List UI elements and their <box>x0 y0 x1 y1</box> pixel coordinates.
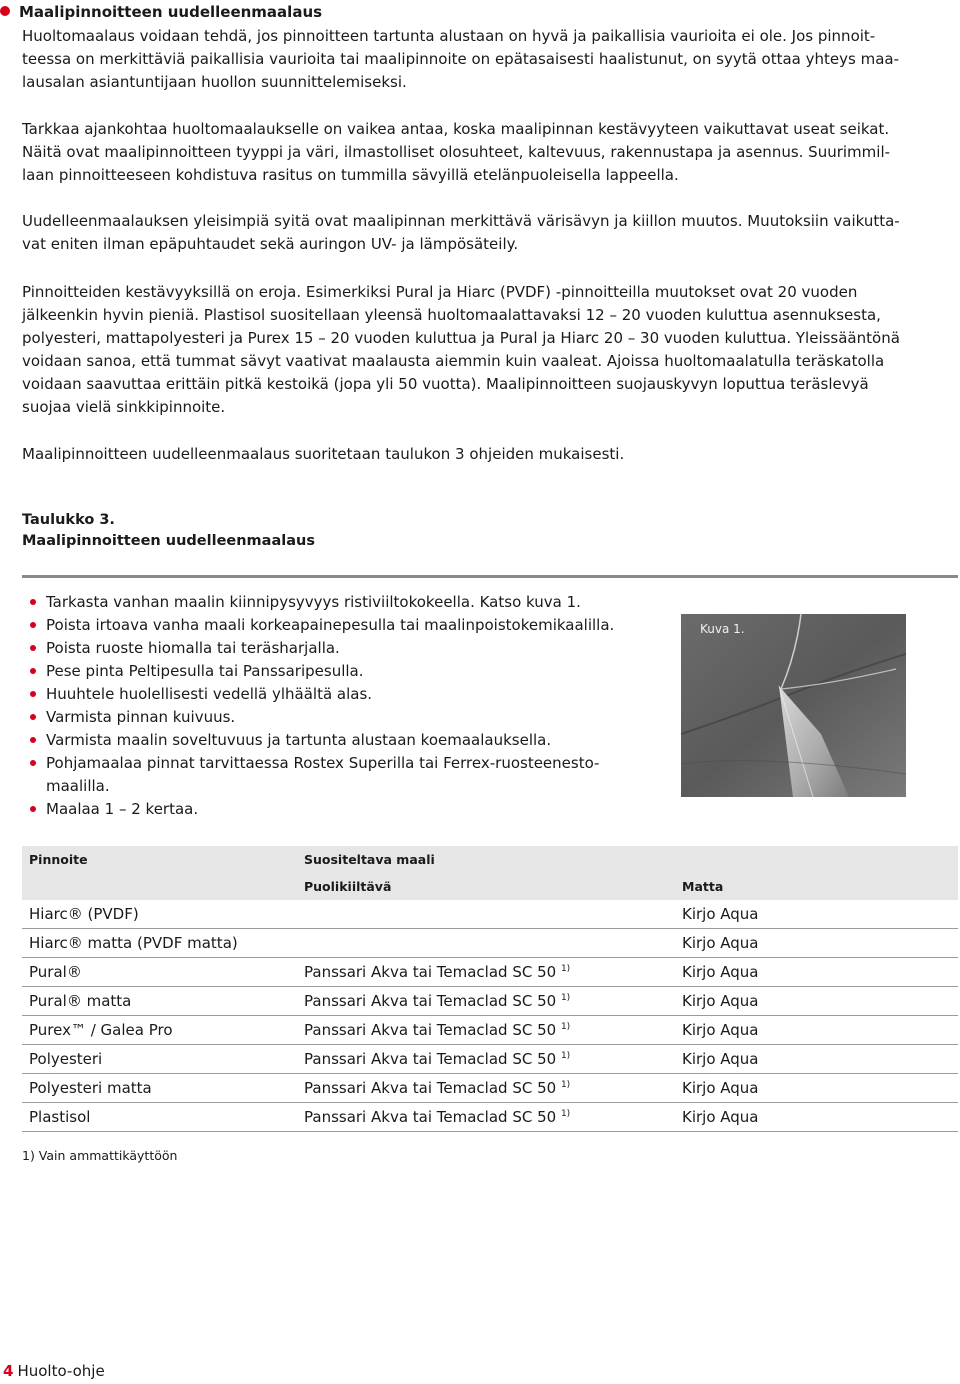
cell-matte: Kirjo Aqua <box>675 900 958 929</box>
cell-coating: Pural® <box>22 958 297 987</box>
cell-coating: Hiarc® (PVDF) <box>22 900 297 929</box>
table-row <box>22 987 958 1016</box>
cell-coating: Polyesteri matta <box>22 1074 297 1103</box>
photo-caption: Kuva 1. <box>700 622 745 636</box>
table-row <box>22 1016 958 1045</box>
cell-semi-gloss: Panssari Akva tai Temaclad SC 50 $^{1)}$ <box>297 1016 675 1045</box>
paragraph-timing: Tarkkaa ajankohtaa huoltomaalaukselle on vaikea antaa, koska maalipinnan kestävyyteen vaikuttavat useat seikat. Näitä ovat maalipinnoitteen tyyppi ja väri, ilmastolliset olosuhteet, kaltevuus, rakennustapa ja asennus. Suurimmil- laan pinnoitteeseen kohdistuva rasitus on tummilla sävyillä etelänpuoleisella lappeella. <box>22 120 891 184</box>
list-item: Varmista maalin soveltuvuus ja tartunta alustaan koemaalauksella. <box>22 729 662 752</box>
table-title-label: Taulukko 3. <box>22 512 115 528</box>
list-item: Maalaa 1 – 2 kertaa. <box>22 798 662 821</box>
list-item: Huuhtele huolellisesti vedellä ylhäältä alas. <box>22 683 662 706</box>
page-footer <box>3 1362 105 1380</box>
list-item: Tarkasta vanhan maalin kiinnipysyvyys ristiviiltokokeella. Katso kuva 1. <box>22 591 662 614</box>
header-semi-gloss: Puolikiiltävä <box>297 873 675 900</box>
paragraph-durability: Pinnoitteiden kestävyyksillä on eroja. Esimerkiksi Pural ja Hiarc (PVDF) -pinnoitteilla muutokset ovat 20 vuoden jälkeenkin hyvin pieniä. Plastisol suositellaan yleensä huoltomaalattavaksi 12 – 20 vuoden kuluttua asennuksesta, polyesteri, mattapolyesteri ja Purex 15 – 20 vuoden kuluttua ja Pural ja Hiarc 20 – 30 vuoden kuluttua. Yleissääntönä voidaan sanoa, että tummat sävyt vaativat maalausta aiemmin kuin vaaleat. Ajoissa huoltomaalatulla teräskatolla voidaan saavuttaa erittäin pitkä kestoikä (jopa yli 50 vuotta). Maalipinnoitteen suojauskyvyn loputtua teräslevyä suojaa vielä sinkkipinnoite. <box>22 283 900 416</box>
cell-coating: Pural® matta <box>22 987 297 1016</box>
header-empty <box>675 846 958 873</box>
table-row <box>22 1074 958 1103</box>
cell-semi-gloss: Panssari Akva tai Temaclad SC 50 $^{1)}$ <box>297 1103 675 1132</box>
footnote-marker: 1) <box>560 1051 571 1061</box>
table-subheader-row <box>22 873 958 900</box>
footnote-marker: 1) <box>560 964 571 974</box>
table-title-name: Maalipinnoitteen uudelleenmaalaus <box>22 533 315 549</box>
list-item: Pese pinta Peltipesulla tai Panssaripesulla. <box>22 660 662 683</box>
footnote-marker: 1) <box>560 1022 571 1032</box>
table-title <box>22 510 315 552</box>
cell-coating: Hiarc® matta (PVDF matta) <box>22 929 297 958</box>
cell-matte: Kirjo Aqua <box>675 1016 958 1045</box>
paragraph-causes: Uudelleenmaalauksen yleisimpiä syitä ovat maalipinnan merkittävä värisävyn ja kiillon muutos. Muutoksiin vaikutta- vat eniten ilman epäpuhtaudet sekä auringon UV- ja lämpösäteily. <box>22 212 900 253</box>
paint-table <box>22 846 958 1132</box>
list-item: Varmista pinnan kuivuus. <box>22 706 662 729</box>
table-header-row <box>22 846 958 873</box>
page-number: 4 <box>3 1362 14 1380</box>
section-heading-text: Maalipinnoitteen uudelleenmaalaus <box>19 3 323 21</box>
table-row <box>22 929 958 958</box>
cell-coating: Plastisol <box>22 1103 297 1132</box>
cell-semi-gloss: Panssari Akva tai Temaclad SC 50 $^{1)}$ <box>297 1045 675 1074</box>
header-matte: Matta <box>675 873 958 900</box>
table-row <box>22 1045 958 1074</box>
section-heading <box>0 3 322 21</box>
table-footnote: 1) Vain ammattikäyttöön <box>22 1148 178 1163</box>
cell-semi-gloss: Panssari Akva tai Temaclad SC 50 $^{1)}$ <box>297 958 675 987</box>
list-item: Poista ruoste hiomalla tai teräsharjalla. <box>22 637 662 660</box>
cell-matte: Kirjo Aqua <box>675 1045 958 1074</box>
footer-label: Huolto-ohje <box>17 1362 105 1380</box>
cell-matte: Kirjo Aqua <box>675 987 958 1016</box>
header-coating: Pinnoite <box>22 846 297 873</box>
cell-semi-gloss: Panssari Akva tai Temaclad SC 50 $^{1)}$ <box>297 1074 675 1103</box>
footnote-marker: 1) <box>560 993 571 1003</box>
cell-matte: Kirjo Aqua <box>675 1103 958 1132</box>
cross-cut-test-photo <box>681 614 906 797</box>
bullet-dot-icon <box>0 6 10 16</box>
cell-matte: Kirjo Aqua <box>675 958 958 987</box>
section-divider <box>22 575 958 578</box>
cell-semi-gloss <box>297 929 675 958</box>
list-item: Poista irtoava vanha maali korkeapainepesulla tai maalinpoistokemikaalilla. <box>22 614 662 637</box>
footnote-marker: 1) <box>560 1109 571 1119</box>
cell-semi-gloss <box>297 900 675 929</box>
footnote-marker: 1) <box>560 1080 571 1090</box>
header-recommended: Suositeltava maali <box>297 846 675 873</box>
table-row <box>22 1103 958 1132</box>
paragraph-intro: Huoltomaalaus voidaan tehdä, jos pinnoitteen tartunta alustaan on hyvä ja paikallisia vaurioita ei ole. Jos pinnoit- teessa on merkittäviä paikallisia vaurioita tai maalipinnoite on epätasaisesti haalistunut, on syytä ottaa yhteys maa- lausalan asiantuntijaan huollon suunnittelemiseksi. <box>22 27 899 91</box>
cell-coating: Polyesteri <box>22 1045 297 1074</box>
steps-list <box>22 591 662 821</box>
list-item: Pohjamaalaa pinnat tarvittaessa Rostex Superilla tai Ferrex-ruosteenesto- maalilla. <box>22 752 662 798</box>
cell-semi-gloss: Panssari Akva tai Temaclad SC 50 $^{1)}$ <box>297 987 675 1016</box>
table-row <box>22 958 958 987</box>
table-row <box>22 900 958 929</box>
cell-matte: Kirjo Aqua <box>675 929 958 958</box>
cell-matte: Kirjo Aqua <box>675 1074 958 1103</box>
cell-coating: Purex™ / Galea Pro <box>22 1016 297 1045</box>
header-empty <box>22 873 297 900</box>
paragraph-reference: Maalipinnoitteen uudelleenmaalaus suoritetaan taulukon 3 ohjeiden mukaisesti. <box>22 445 625 463</box>
